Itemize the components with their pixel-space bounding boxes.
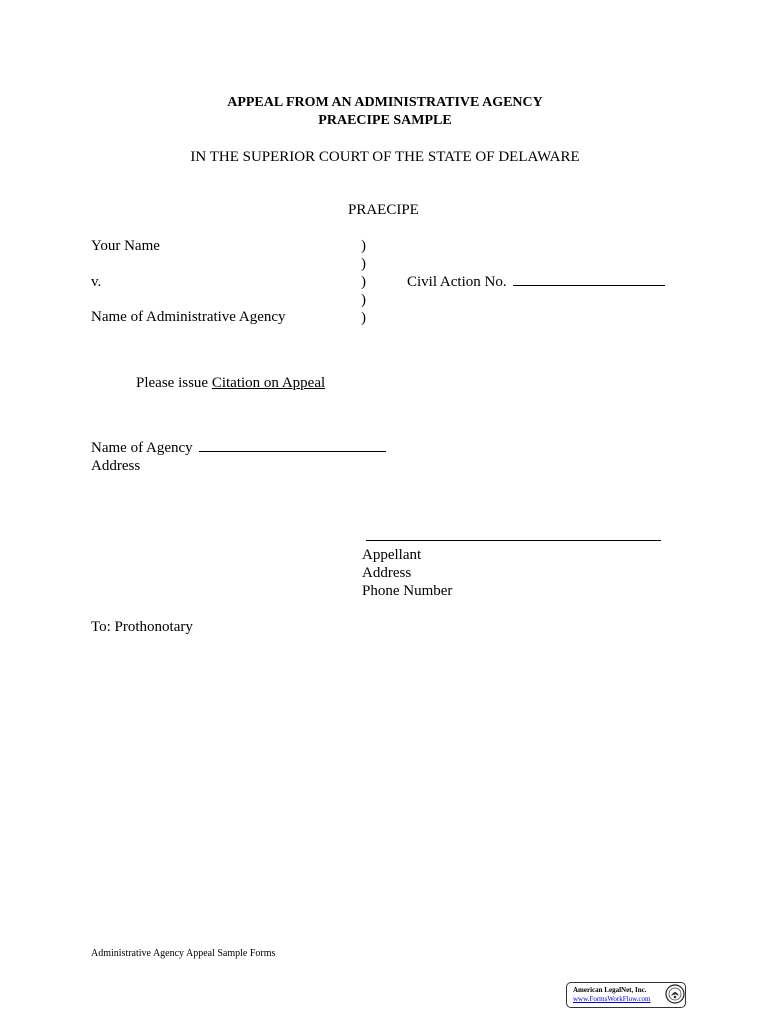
- court-name: IN THE SUPERIOR COURT OF THE STATE OF DELAWARE: [190, 149, 580, 165]
- appellant-address-label: Address: [362, 565, 412, 581]
- caption-paren: ): [361, 310, 366, 326]
- page-footer: Administrative Agency Appeal Sample Forms: [91, 948, 276, 959]
- civil-action-label: Civil Action No.: [407, 274, 507, 290]
- civil-action-field: [407, 273, 665, 291]
- publisher-url-link[interactable]: www.FormsWorkFlow.com: [573, 995, 651, 1003]
- party-agency-name: Name of Administrative Agency: [91, 309, 286, 325]
- versus-label: v.: [91, 274, 102, 290]
- publisher-name: American LegalNet, Inc.: [573, 986, 647, 994]
- caption-paren: ): [361, 256, 366, 272]
- caption-paren: ): [361, 238, 366, 254]
- civil-action-blank[interactable]: [513, 273, 665, 286]
- signature-line[interactable]: [366, 540, 661, 541]
- agency-address-label: Address: [91, 458, 141, 474]
- agency-name-label: Name of Agency: [91, 440, 193, 456]
- appellant-label: Appellant: [362, 547, 422, 563]
- citation-request: [136, 374, 325, 392]
- document-subtitle: PRAECIPE SAMPLE: [318, 113, 452, 128]
- seal-icon: [665, 984, 685, 1004]
- document-title: APPEAL FROM AN ADMINISTRATIVE AGENCY: [227, 95, 543, 110]
- praecipe-heading: PRAECIPE: [348, 202, 419, 218]
- appellant-phone-label: Phone Number: [362, 583, 453, 599]
- citation-request-prefix: Please issue: [136, 375, 212, 391]
- to-prothonotary: To: Prothonotary: [91, 619, 193, 635]
- agency-name-field: [91, 439, 386, 457]
- citation-on-appeal-text: Citation on Appeal: [211, 375, 326, 391]
- caption-paren: ): [361, 274, 366, 290]
- agency-name-blank[interactable]: [199, 439, 386, 452]
- party-your-name: Your Name: [91, 238, 160, 254]
- caption-paren: ): [361, 292, 366, 308]
